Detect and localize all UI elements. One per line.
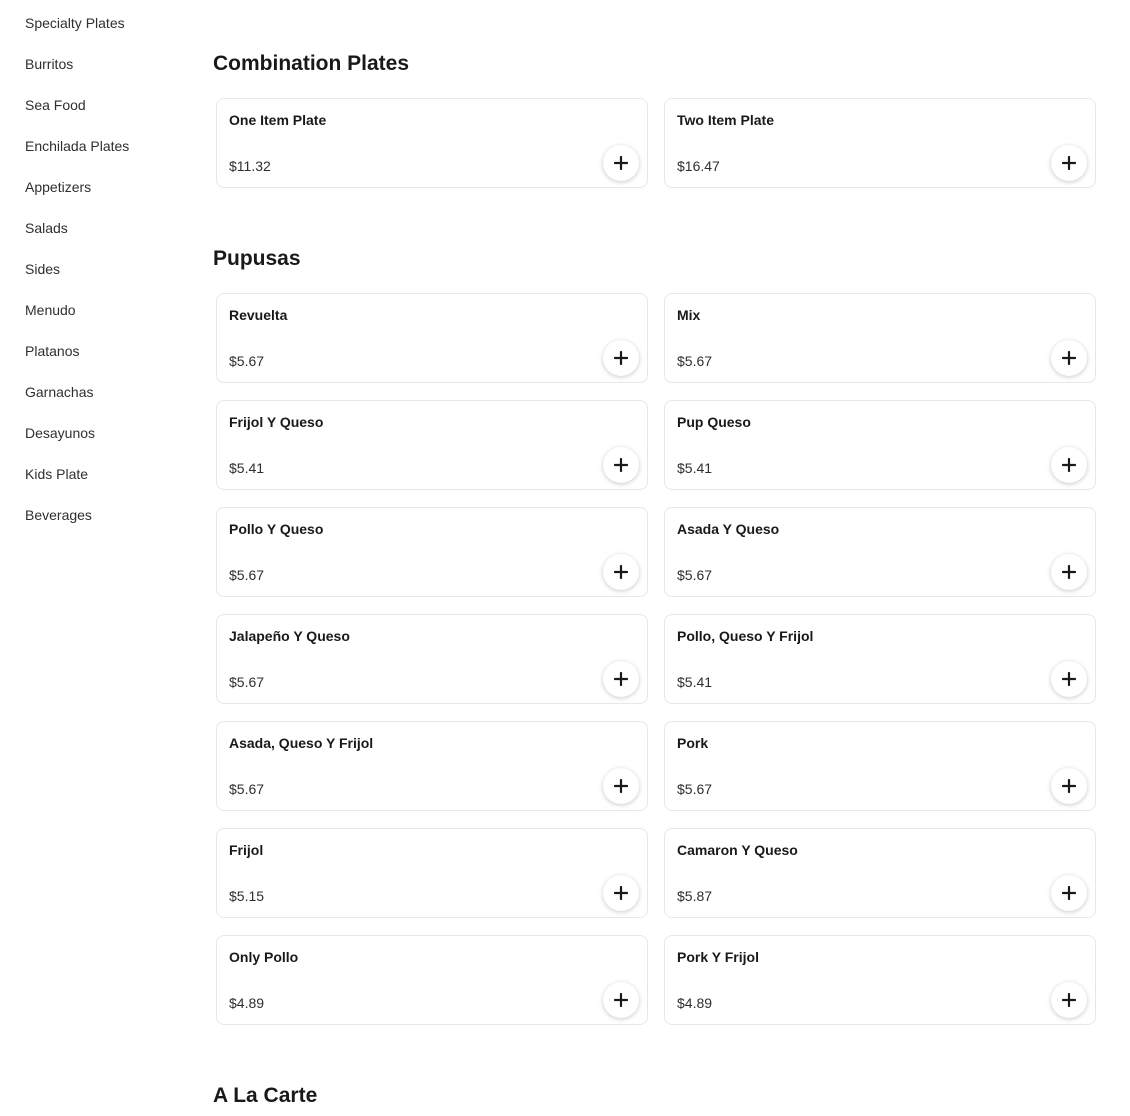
menu-item-name: Pork Y Frijol	[677, 949, 759, 965]
menu-item-name: Pollo Y Queso	[229, 521, 324, 537]
menu-item-card[interactable]	[664, 98, 1096, 188]
menu-item-name: Revuelta	[229, 307, 288, 323]
plus-icon	[614, 458, 628, 472]
menu-item-price: $5.67	[677, 781, 713, 797]
plus-icon	[614, 886, 628, 900]
menu-item-price: $5.67	[677, 353, 713, 369]
menu-item-price: $5.41	[677, 674, 713, 690]
section-title-a-la-carte: A La Carte	[213, 1084, 318, 1107]
sidebar-item-burritos[interactable]: Burritos	[25, 56, 74, 72]
section-title-pupusas: Pupusas	[213, 247, 301, 270]
sidebar-item-beverages[interactable]: Beverages	[25, 507, 92, 523]
sidebar-item-appetizers[interactable]: Appetizers	[25, 179, 92, 195]
menu-item-price: $5.67	[229, 674, 265, 690]
menu-item-price: $11.32	[229, 158, 271, 174]
menu-item-card[interactable]	[664, 721, 1096, 811]
sidebar-item-sea-food[interactable]: Sea Food	[25, 97, 86, 113]
add-item-button[interactable]	[1051, 340, 1087, 376]
plus-icon	[1062, 458, 1076, 472]
menu-item-price: $4.89	[677, 995, 713, 1011]
add-item-button[interactable]	[1051, 982, 1087, 1018]
sidebar-item-enchilada-plates[interactable]: Enchilada Plates	[25, 138, 130, 154]
menu-item-card[interactable]	[664, 935, 1096, 1025]
menu-item-price: $5.41	[229, 460, 265, 476]
menu-item-card[interactable]	[216, 721, 648, 811]
menu-item-name: Frijol Y Queso	[229, 414, 324, 430]
menu-item-name: Asada Y Queso	[677, 521, 780, 537]
plus-icon	[1062, 993, 1076, 1007]
menu-item-card[interactable]	[216, 614, 648, 704]
menu-item-price: $5.67	[677, 567, 713, 583]
menu-item-card[interactable]	[216, 507, 648, 597]
plus-icon	[1062, 351, 1076, 365]
menu-item-price: $5.41	[677, 460, 713, 476]
menu-item-card[interactable]	[664, 293, 1096, 383]
plus-icon	[1062, 565, 1076, 579]
menu-item-card[interactable]	[664, 400, 1096, 490]
menu-item-name: Only Pollo	[229, 949, 299, 965]
add-item-button[interactable]	[1051, 875, 1087, 911]
menu-item-name: Asada, Queso Y Frijol	[229, 735, 374, 751]
sidebar-item-sides[interactable]: Sides	[25, 261, 61, 277]
plus-icon	[614, 565, 628, 579]
menu-item-card[interactable]	[216, 935, 648, 1025]
menu-item-price: $5.87	[677, 888, 713, 904]
sidebar-item-kids-plate[interactable]: Kids Plate	[25, 466, 89, 482]
add-item-button[interactable]	[603, 875, 639, 911]
add-item-button[interactable]	[603, 145, 639, 181]
plus-icon	[614, 351, 628, 365]
menu-item-price: $5.67	[229, 781, 265, 797]
menu-item-card[interactable]	[664, 614, 1096, 704]
sidebar-item-menudo[interactable]: Menudo	[25, 302, 76, 318]
sidebar-item-salads[interactable]: Salads	[25, 220, 68, 236]
plus-icon	[614, 779, 628, 793]
sidebar-item-garnachas[interactable]: Garnachas	[25, 384, 94, 400]
menu-item-name: Two Item Plate	[677, 112, 774, 128]
add-item-button[interactable]	[603, 447, 639, 483]
sidebar-item-platanos[interactable]: Platanos	[25, 343, 80, 359]
menu-item-card[interactable]	[664, 507, 1096, 597]
add-item-button[interactable]	[603, 768, 639, 804]
menu-item-price: $16.47	[677, 158, 720, 174]
plus-icon	[1062, 672, 1076, 686]
add-item-button[interactable]	[1051, 661, 1087, 697]
menu-item-price: $5.67	[229, 567, 265, 583]
plus-icon	[1062, 156, 1076, 170]
sidebar-item-desayunos[interactable]: Desayunos	[25, 425, 96, 441]
add-item-button[interactable]	[603, 554, 639, 590]
add-item-button[interactable]	[1051, 768, 1087, 804]
menu-item-card[interactable]	[216, 828, 648, 918]
add-item-button[interactable]	[1051, 447, 1087, 483]
menu-item-card[interactable]	[216, 98, 648, 188]
add-item-button[interactable]	[603, 340, 639, 376]
menu-item-price: $4.89	[229, 995, 265, 1011]
menu-item-name: Camaron Y Queso	[677, 842, 798, 858]
plus-icon	[614, 672, 628, 686]
menu-item-name: Mix	[677, 307, 701, 323]
menu-item-name: Jalapeño Y Queso	[229, 628, 350, 644]
menu-item-card[interactable]	[664, 828, 1096, 918]
plus-icon	[614, 156, 628, 170]
plus-icon	[1062, 779, 1076, 793]
sidebar-item-specialty-plates[interactable]: Specialty Plates	[25, 15, 125, 31]
menu-item-card[interactable]	[216, 293, 648, 383]
add-item-button[interactable]	[1051, 145, 1087, 181]
menu-item-card[interactable]	[216, 400, 648, 490]
menu-item-name: Pup Queso	[677, 414, 751, 430]
menu-item-name: Pollo, Queso Y Frijol	[677, 628, 814, 644]
menu-item-name: Pork	[677, 735, 709, 751]
add-item-button[interactable]	[603, 661, 639, 697]
add-item-button[interactable]	[603, 982, 639, 1018]
plus-icon	[614, 993, 628, 1007]
add-item-button[interactable]	[1051, 554, 1087, 590]
menu-item-price: $5.15	[229, 888, 265, 904]
plus-icon	[1062, 886, 1076, 900]
section-title-combination-plates: Combination Plates	[213, 52, 410, 75]
menu-item-name: Frijol	[229, 842, 264, 858]
menu-item-price: $5.67	[229, 353, 265, 369]
menu-item-name: One Item Plate	[229, 112, 327, 128]
